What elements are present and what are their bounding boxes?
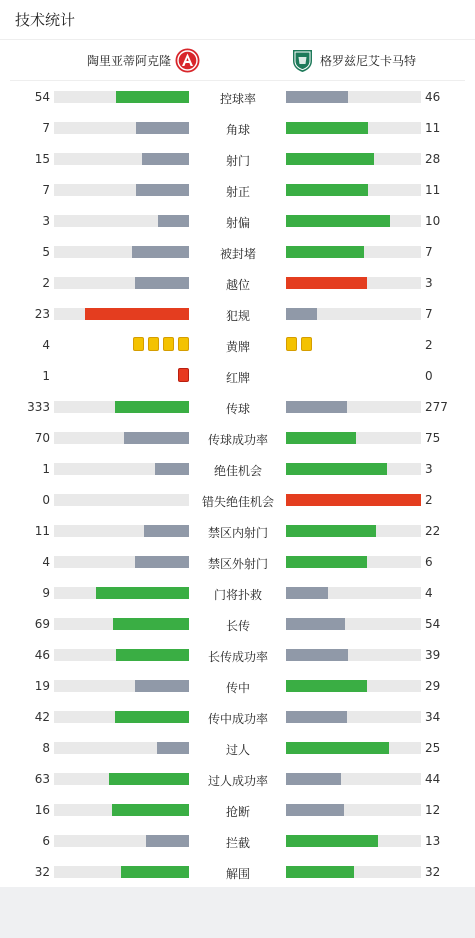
stat-row xyxy=(0,112,475,143)
home-bar xyxy=(85,308,189,320)
away-bar xyxy=(286,773,341,785)
home-bar-track xyxy=(54,184,189,196)
home-value: 5 xyxy=(42,245,50,259)
away-bar-track xyxy=(286,463,421,475)
stat-row xyxy=(0,174,475,205)
home-value: 19 xyxy=(34,679,50,693)
home-bar-track xyxy=(54,277,189,289)
stat-label: 射正 xyxy=(225,185,250,199)
away-value: 6 xyxy=(425,555,433,569)
stat-label: 过人成功率 xyxy=(207,774,268,788)
home-value: 63 xyxy=(34,772,50,786)
home-bar xyxy=(116,91,189,103)
stat-label: 红牌 xyxy=(225,371,250,385)
away-bar xyxy=(286,649,348,661)
away-bar xyxy=(286,246,364,258)
home-bar-track xyxy=(54,91,189,103)
away-value: 44 xyxy=(425,772,441,786)
home-team-name: 陶里亚蒂阿克隆 xyxy=(86,54,171,68)
home-bar-track xyxy=(54,711,189,723)
away-bar xyxy=(286,401,347,413)
away-bar xyxy=(286,804,344,816)
away-value: 7 xyxy=(425,245,433,259)
away-bar xyxy=(286,835,378,847)
away-bar xyxy=(286,680,367,692)
yellow-card-icon xyxy=(178,337,189,351)
away-bar xyxy=(286,525,376,537)
stat-label: 长传 xyxy=(225,619,250,633)
away-bar xyxy=(286,308,317,320)
home-value: 4 xyxy=(42,338,50,352)
stat-row xyxy=(0,329,475,360)
stat-row xyxy=(0,143,475,174)
away-value: 39 xyxy=(425,648,441,662)
home-bar xyxy=(142,153,189,165)
stat-row xyxy=(0,670,475,701)
stat-label: 门将扑救 xyxy=(213,588,262,602)
home-value: 3 xyxy=(42,214,50,228)
away-value: 25 xyxy=(425,741,441,755)
stat-row xyxy=(0,794,475,825)
home-bar xyxy=(135,277,189,289)
home-bar-track xyxy=(54,494,189,506)
home-team[interactable] xyxy=(87,48,200,73)
home-bar xyxy=(115,711,189,723)
away-bar xyxy=(286,742,389,754)
away-value: 2 xyxy=(425,338,433,352)
home-bar-track xyxy=(54,122,189,134)
home-value: 11 xyxy=(34,524,50,538)
home-value: 333 xyxy=(27,400,50,414)
away-bar xyxy=(286,153,374,165)
stat-row xyxy=(0,484,475,515)
away-value: 7 xyxy=(425,307,433,321)
home-bar xyxy=(96,587,189,599)
home-bar-track xyxy=(54,618,189,630)
away-team-name: 格罗兹尼艾卡马特 xyxy=(320,54,417,68)
stat-label: 传中 xyxy=(225,681,250,695)
away-value: 54 xyxy=(425,617,441,631)
away-bar xyxy=(286,184,368,196)
home-bar-track xyxy=(54,835,189,847)
stat-label: 长传成功率 xyxy=(207,650,268,664)
away-value: 0 xyxy=(425,369,433,383)
away-value: 2 xyxy=(425,493,433,507)
home-bar-track xyxy=(54,153,189,165)
home-value: 1 xyxy=(42,462,50,476)
home-bar xyxy=(112,804,189,816)
home-bar-track xyxy=(54,742,189,754)
home-bar xyxy=(132,246,189,258)
away-bar-track xyxy=(286,804,421,816)
away-bar-track xyxy=(286,184,421,196)
home-value: 23 xyxy=(34,307,50,321)
stat-label: 犯规 xyxy=(225,309,250,323)
home-cards xyxy=(178,368,189,382)
away-bar xyxy=(286,587,328,599)
home-cards xyxy=(133,337,189,351)
yellow-card-icon xyxy=(133,337,144,351)
stat-label: 黄牌 xyxy=(225,340,250,354)
home-bar xyxy=(116,649,189,661)
away-bar-track xyxy=(286,215,421,227)
stat-label: 解围 xyxy=(225,867,250,881)
home-bar-track xyxy=(54,587,189,599)
home-value: 46 xyxy=(34,648,50,662)
stat-row xyxy=(0,236,475,267)
home-bar xyxy=(158,215,189,227)
home-bar-track xyxy=(54,804,189,816)
stat-row xyxy=(0,205,475,236)
away-value: 32 xyxy=(425,865,441,879)
home-bar xyxy=(121,866,189,878)
away-bar-track xyxy=(286,494,421,506)
home-bar-track xyxy=(54,215,189,227)
home-value: 32 xyxy=(34,865,50,879)
teams-header xyxy=(10,40,465,81)
home-value: 15 xyxy=(34,152,50,166)
home-value: 0 xyxy=(42,493,50,507)
stat-label: 角球 xyxy=(225,123,250,137)
home-bar xyxy=(135,680,189,692)
stat-row xyxy=(0,546,475,577)
away-bar-track xyxy=(286,122,421,134)
home-value: 8 xyxy=(42,741,50,755)
stat-label: 绝佳机会 xyxy=(213,464,262,478)
away-bar-track xyxy=(286,556,421,568)
home-bar xyxy=(124,432,189,444)
home-value: 16 xyxy=(34,803,50,817)
stat-label: 射门 xyxy=(225,154,250,168)
away-value: 277 xyxy=(425,400,448,414)
home-value: 70 xyxy=(34,431,50,445)
stat-row xyxy=(0,825,475,856)
away-bar-track xyxy=(286,401,421,413)
stat-label: 传中成功率 xyxy=(207,712,268,726)
home-bar-track xyxy=(54,556,189,568)
home-bar-track xyxy=(54,773,189,785)
away-value: 28 xyxy=(425,152,441,166)
away-bar xyxy=(286,277,367,289)
stat-row xyxy=(0,856,475,887)
away-bar-track xyxy=(286,277,421,289)
home-value: 9 xyxy=(42,586,50,600)
stat-label: 错失绝佳机会 xyxy=(201,495,274,509)
away-value: 34 xyxy=(425,710,441,724)
away-bar-track xyxy=(286,711,421,723)
home-value: 1 xyxy=(42,369,50,383)
away-value: 11 xyxy=(425,183,441,197)
yellow-card-icon xyxy=(301,337,312,351)
away-value: 75 xyxy=(425,431,441,445)
away-bar-track xyxy=(286,649,421,661)
stats-list xyxy=(0,81,475,887)
away-bar-track xyxy=(286,773,421,785)
away-bar-track xyxy=(286,742,421,754)
home-value: 2 xyxy=(42,276,50,290)
away-team-badge-icon xyxy=(290,48,315,73)
stat-label: 抢断 xyxy=(225,805,250,819)
home-bar-track xyxy=(54,525,189,537)
stat-label: 禁区内射门 xyxy=(207,526,268,540)
home-value: 42 xyxy=(34,710,50,724)
away-bar-track xyxy=(286,835,421,847)
stat-row xyxy=(0,298,475,329)
away-bar-track xyxy=(286,153,421,165)
stat-row xyxy=(0,608,475,639)
home-team-badge-icon xyxy=(175,48,200,73)
away-value: 22 xyxy=(425,524,441,538)
home-bar xyxy=(155,463,189,475)
away-bar xyxy=(286,91,348,103)
stat-row xyxy=(0,732,475,763)
home-value: 69 xyxy=(34,617,50,631)
yellow-card-icon xyxy=(286,337,297,351)
home-bar-track xyxy=(54,680,189,692)
away-value: 10 xyxy=(425,214,441,228)
home-bar xyxy=(136,184,189,196)
stat-row xyxy=(0,391,475,422)
away-bar xyxy=(286,711,347,723)
home-value: 7 xyxy=(42,183,50,197)
home-bar-track xyxy=(54,866,189,878)
away-value: 3 xyxy=(425,276,433,290)
away-bar-track xyxy=(286,680,421,692)
home-value: 4 xyxy=(42,555,50,569)
home-value: 6 xyxy=(42,834,50,848)
stat-label: 控球率 xyxy=(219,92,256,106)
home-bar xyxy=(144,525,189,537)
home-bar-track xyxy=(54,246,189,258)
away-value: 3 xyxy=(425,462,433,476)
away-value: 46 xyxy=(425,90,441,104)
stat-row xyxy=(0,267,475,298)
home-bar xyxy=(157,742,189,754)
stat-row xyxy=(0,701,475,732)
away-bar xyxy=(286,432,356,444)
stat-label: 过人 xyxy=(225,743,250,757)
home-bar xyxy=(146,835,189,847)
away-bar-track xyxy=(286,587,421,599)
home-bar xyxy=(113,618,189,630)
away-bar-track xyxy=(286,432,421,444)
home-bar xyxy=(136,122,189,134)
away-cards xyxy=(286,337,312,351)
away-bar xyxy=(286,556,367,568)
stat-label: 传球 xyxy=(225,402,250,416)
stat-label: 禁区外射门 xyxy=(207,557,268,571)
home-bar xyxy=(135,556,189,568)
away-bar xyxy=(286,463,387,475)
home-bar xyxy=(115,401,189,413)
away-bar xyxy=(286,215,390,227)
stat-row xyxy=(0,422,475,453)
stat-label: 拦截 xyxy=(225,836,250,850)
away-bar xyxy=(286,122,368,134)
home-bar xyxy=(109,773,189,785)
stat-label: 射偏 xyxy=(225,216,250,230)
home-bar-track xyxy=(54,308,189,320)
yellow-card-icon xyxy=(163,337,174,351)
section-title: 技术统计 xyxy=(0,0,475,40)
away-bar xyxy=(286,866,354,878)
away-value: 12 xyxy=(425,803,441,817)
home-bar-track xyxy=(54,432,189,444)
stat-row xyxy=(0,453,475,484)
home-bar-track xyxy=(54,463,189,475)
home-value: 54 xyxy=(34,90,50,104)
stat-row xyxy=(0,360,475,391)
away-bar-track xyxy=(286,246,421,258)
home-value: 7 xyxy=(42,121,50,135)
away-bar xyxy=(286,494,421,506)
stat-row xyxy=(0,763,475,794)
away-bar-track xyxy=(286,91,421,103)
stat-label: 被封堵 xyxy=(219,247,256,261)
away-team[interactable] xyxy=(290,48,416,73)
away-bar-track xyxy=(286,618,421,630)
stat-row xyxy=(0,81,475,112)
away-bar-track xyxy=(286,525,421,537)
stat-label: 越位 xyxy=(225,278,250,292)
red-card-icon xyxy=(178,368,189,382)
away-value: 11 xyxy=(425,121,441,135)
away-bar-track xyxy=(286,308,421,320)
away-bar xyxy=(286,618,345,630)
away-bar-track xyxy=(286,866,421,878)
away-value: 13 xyxy=(425,834,441,848)
stat-row xyxy=(0,577,475,608)
stat-label: 传球成功率 xyxy=(207,433,268,447)
home-bar-track xyxy=(54,649,189,661)
yellow-card-icon xyxy=(148,337,159,351)
away-value: 29 xyxy=(425,679,441,693)
stat-row xyxy=(0,515,475,546)
stat-row xyxy=(0,639,475,670)
away-value: 4 xyxy=(425,586,433,600)
home-bar-track xyxy=(54,401,189,413)
